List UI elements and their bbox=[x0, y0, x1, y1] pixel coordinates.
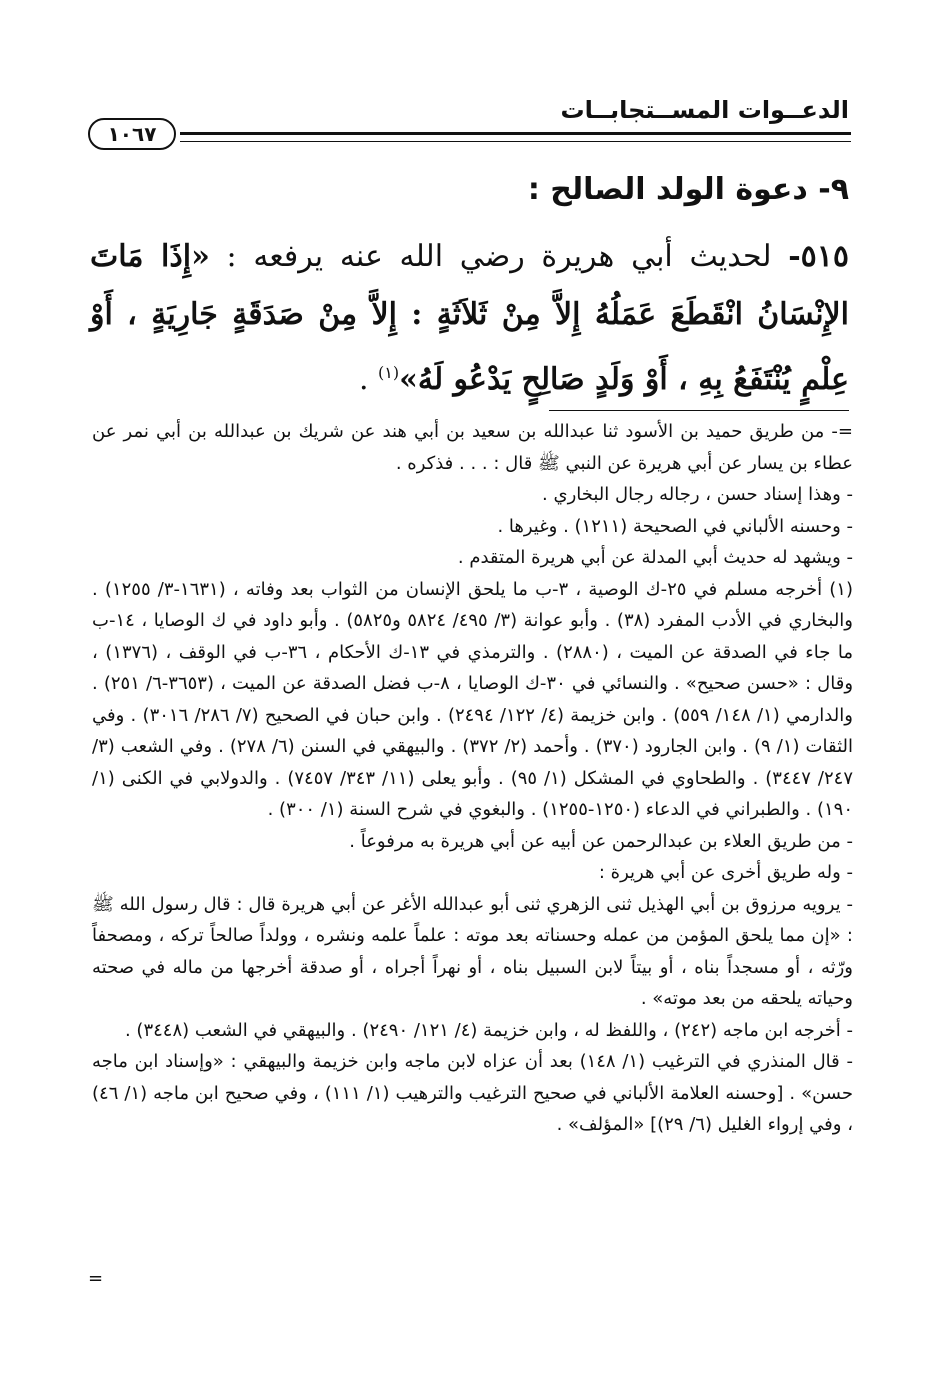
footnote-line: - قال المنذري في الترغيب (١/ ١٤٨) بعد أن عزاه لابن ماجه وابن خزيمة والبيهقي : «وإسناد ابن ماجه حسن» . [وحسنه العلامة الألباني في صحيح الترغيب والترهيب (١/ ١١١) ، وفي صحيح ابن ماجه (١/ ٤٦) ، وفي إرواء الغليل (٦/ ٢٩)] «المؤلف» . bbox=[92, 1051, 853, 1135]
footnote-line: - وهذا إسناد حسن ، رجاله رجال البخاري . bbox=[542, 484, 853, 505]
hadith-paragraph bbox=[90, 228, 849, 409]
hadith-number: ٥١٥- bbox=[788, 239, 849, 274]
header-rule bbox=[180, 132, 851, 142]
hadith-end: . bbox=[358, 362, 379, 397]
footnote-rule bbox=[549, 410, 849, 411]
section-heading: ٩- دعوة الولد الصالح : bbox=[527, 172, 849, 207]
footnote-line: - أخرجه ابن ماجه (٢٤٢) ، واللفظ له ، وابن خزيمة (٤/ ١٢١/ ٢٤٩٠) . والبيهقي في الشعب (٣٤٤٨) . bbox=[124, 1019, 853, 1041]
hadith-text: «إِذَا مَاتَ الإِنْسَانُ انْقَطَعَ عَمَلُهُ إِلاَّ مِنْ ثَلاَثَةٍ : إِلاَّ مِنْ صَدَقَةٍ جَارِيَةٍ ، أَوْ عِلْمٍ يُنْتَفَعُ بِهِ ، أَوْ وَلَدٍ صَالِحٍ يَدْعُو لَهُ» bbox=[90, 239, 849, 397]
footnote-line: - وله طريق أخرى عن أبي هريرة : bbox=[598, 862, 853, 883]
footnote-line: - من طريق العلاء بن عبدالرحمن عن أبيه عن أبي هريرة به مرفوعاً . bbox=[349, 830, 853, 852]
page-number: ١٠٦٧ bbox=[88, 118, 176, 150]
footnote-line: - يرويه مرزوق بن أبي الهذيل ثنى الزهري ثنى أبو عبدالله الأغر عن أبي هريرة قال : قال رسول الله ﷺ : «إن مما يلحق المؤمن من عمله وحسناته بعد موته : علماً علمه ونشره ، وولداً صالحاً تركه ، ومصحفاً ورّثه ، أو مسجداً بناه ، أو بيتاً لابن السبيل بناه ، أو نهراً أجراه ، أو صدقة أخرجها من ماله في صحته وحياته يلحقه من بعد موته» . bbox=[92, 893, 853, 1009]
footnote-line: - وحسنه الألباني في الصحيحة (١٢١١) . وغيرها . bbox=[497, 515, 853, 537]
hadith-intro: لحديث أبي هريرة رضي الله عنه يرفعه : bbox=[209, 239, 789, 274]
footnote-line: (١) أخرجه مسلم في ٢٥-ك الوصية ، ٣-ب ما يلحق الإنسان من الثواب بعد وفاته ، (١٦٣١-٣/ ١٢٥٥) . والبخاري في الأدب المفرد (٣٨) . وأبو عوانة (٣/ ٤٩٥/ ٥٨٢٤ و٥٨٢٥) . وأبو داود في ك الوصايا ، ١٤-ب ما جاء في الصدقة عن الميت ، (٢٨٨٠) . والترمذي في ١٣-ك الأحكام ، ٣٦-ب في الوقف ، (١٣٧٦) ، وقال : «حسن صحيح» . والنسائي في ٣٠-ك الوصايا ، ٨-ب فضل الصدقة عن الميت ، (٣٦٥٣-٦/ ٢٥١) . والدارمي (١/ ١٤٨/ ٥٥٩) . وابن خزيمة (٤/ ١٢٢/ ٢٤٩٤) . وابن حبان في الصحيح (٧/ ٢٨٦/ ٣٠١٦) . وفي الثقات (١/ ٩) . وابن الجارود (٣٧٠) . وأحمد (٢/ ٣٧٢) . والبيهقي في السنن (٦/ ٢٧٨) . وفي الشعب (٣/ ٢٤٧/ ٣٤٤٧) . والطحاوي في المشكل (١/ ٩٥) . وأبو يعلى (١١/ ٣٤٣/ ٧٤٥٧) . والدولابي في الكنى (١/ ١٩٠) . والطبراني في الدعاء (١٢٥٠-١٢٥٥) . والبغوي في شرح السنة (١/ ٣٠٠) . bbox=[92, 578, 854, 820]
continuation-mark: = bbox=[88, 1268, 104, 1289]
footnotes bbox=[92, 416, 853, 1141]
footnote-line: =- من طريق حميد بن الأسود ثنا عبدالله بن سعيد بن أبي هند عن شريك بن عبدالله بن أبي نمر عن عطاء بن يسار عن أبي هريرة عن النبي ﷺ قال : . . . فذكره . bbox=[92, 421, 853, 474]
footnote-marker: (١) bbox=[378, 363, 400, 382]
footnote-line: - ويشهد له حديث أبي المدلة عن أبي هريرة المتقدم . bbox=[457, 547, 853, 568]
running-title: الدعــوات المســتجابــات bbox=[560, 96, 849, 124]
